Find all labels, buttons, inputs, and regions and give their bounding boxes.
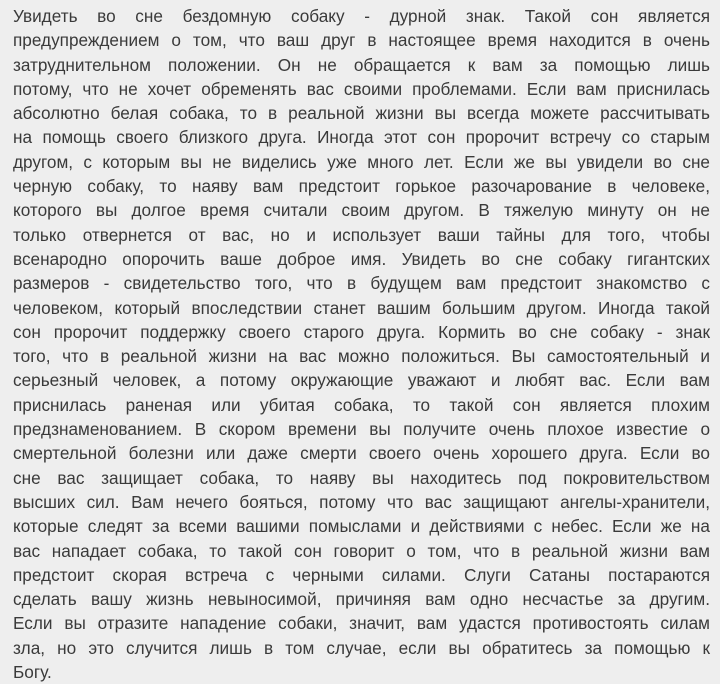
text-line: того, что в реальной жизни на вас можно положиться. Вы самостоятельный и (13, 346, 710, 367)
text-line: размеров - свидетельство того, что в будущем вам предстоит знакомство с (13, 273, 710, 294)
text-line: вас нападает собака, то такой сон говорит о том, что в реальной жизни вам (13, 540, 710, 561)
text-line: человеком, который впоследствии станет вашим большим другом. Иногда такой (13, 297, 710, 318)
text-line: Если вы отразите нападение собаки, значит, вам удастся противостоять силам (13, 613, 710, 634)
article-paragraph (13, 4, 710, 684)
text-line: абсолютно белая собака, то в реальной жизни вы всегда можете рассчитывать (13, 103, 710, 124)
text-line: сделать вашу жизнь невыносимой, причиняя вам одно несчастье за другим. (13, 589, 710, 610)
text-line: которые следят за всеми вашими помыслами и действиями с небес. Если же на (13, 516, 710, 537)
text-line: сон пророчит поддержку своего старого друга. Кормить во сне собаку - знак (13, 321, 710, 342)
text-line: только отвернется от вас, но и использует ваши тайны для того, чтобы (13, 224, 710, 245)
text-line: на помощь своего близкого друга. Иногда этот сон пророчит встречу со старым (13, 127, 710, 148)
text-line: затруднительном положении. Он не обращается к вам за помощью лишь (13, 54, 710, 75)
text-line: всенародно опорочить ваше доброе имя. Увидеть во сне собаку гигантских (13, 248, 710, 269)
text-line: приснилась раненая или убитая собака, то такой сон является плохим (13, 394, 710, 415)
text-line: которого вы долгое время считали своим другом. В тяжелую минуту он не (13, 200, 710, 221)
text-line: Увидеть во сне бездомную собаку - дурной знак. Такой сон является (13, 6, 710, 26)
text-line: смертельной болезни или даже смерти своего очень хорошего друга. Если во (13, 443, 710, 464)
text-line: черную собаку, то наяву вам предстоит горькое разочарование в человеке, (13, 176, 710, 197)
text-line: предстоит скорая встреча с черными силами. Слуги Сатаны постараются (13, 564, 710, 585)
text-line: сне вас защищает собака, то наяву вы находитесь под покровительством (13, 467, 710, 488)
text-line: высших сил. Вам нечего бояться, потому что вас защищают ангелы-хранители, (13, 491, 710, 512)
text-line: Богу. (13, 662, 52, 683)
text-line: потому, что не хочет обременять вас своими проблемами. Если вам приснилась (13, 78, 710, 99)
text-line: предзнаменованием. В скором времени вы получите очень плохое известие о (13, 419, 710, 440)
text-line: другом, с которым вы не виделись уже много лет. Если же вы увидели во сне (13, 151, 710, 172)
text-line: предупреждением о том, что ваш друг в настоящее время находится в очень (13, 30, 710, 51)
text-line: серьезный человек, а потому окружающие уважают и любят вас. Если вам (13, 370, 710, 391)
text-line: зла, но это случится лишь в том случае, если вы обратитесь за помощью к (13, 637, 710, 658)
